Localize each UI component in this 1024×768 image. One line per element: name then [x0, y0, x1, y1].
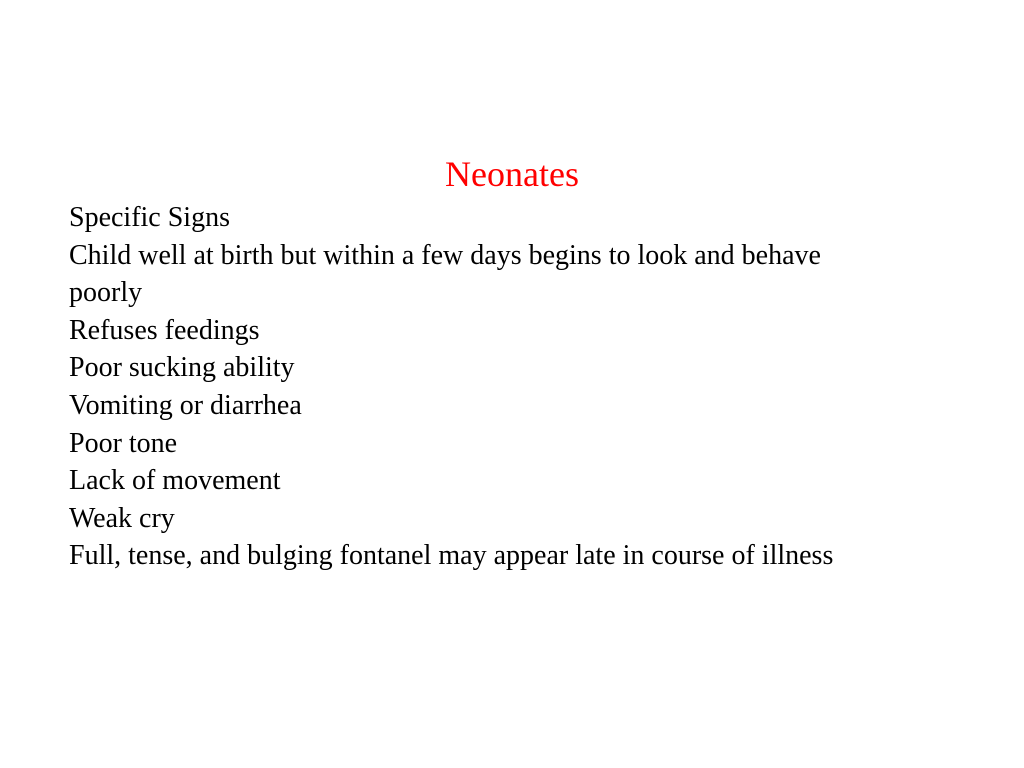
body-line: Full, tense, and bulging fontanel may appear late in course of illness [69, 540, 834, 572]
body-line: Refuses feedings [69, 314, 260, 346]
subheading-specific-signs: Specific Signs [69, 202, 230, 233]
slide-title: Neonates [445, 154, 579, 194]
body-line: Poor tone [69, 427, 178, 459]
body-line: Poor sucking ability [69, 352, 295, 384]
body-line: Lack of movement [69, 465, 281, 497]
body-line: Child well at birth but within a few days begins to look and behave [69, 239, 821, 271]
slide-body [69, 199, 969, 575]
body-line: poorly [69, 277, 143, 309]
body-line: Vomiting or diarrhea [69, 389, 302, 421]
body-line: Weak cry [69, 502, 175, 534]
